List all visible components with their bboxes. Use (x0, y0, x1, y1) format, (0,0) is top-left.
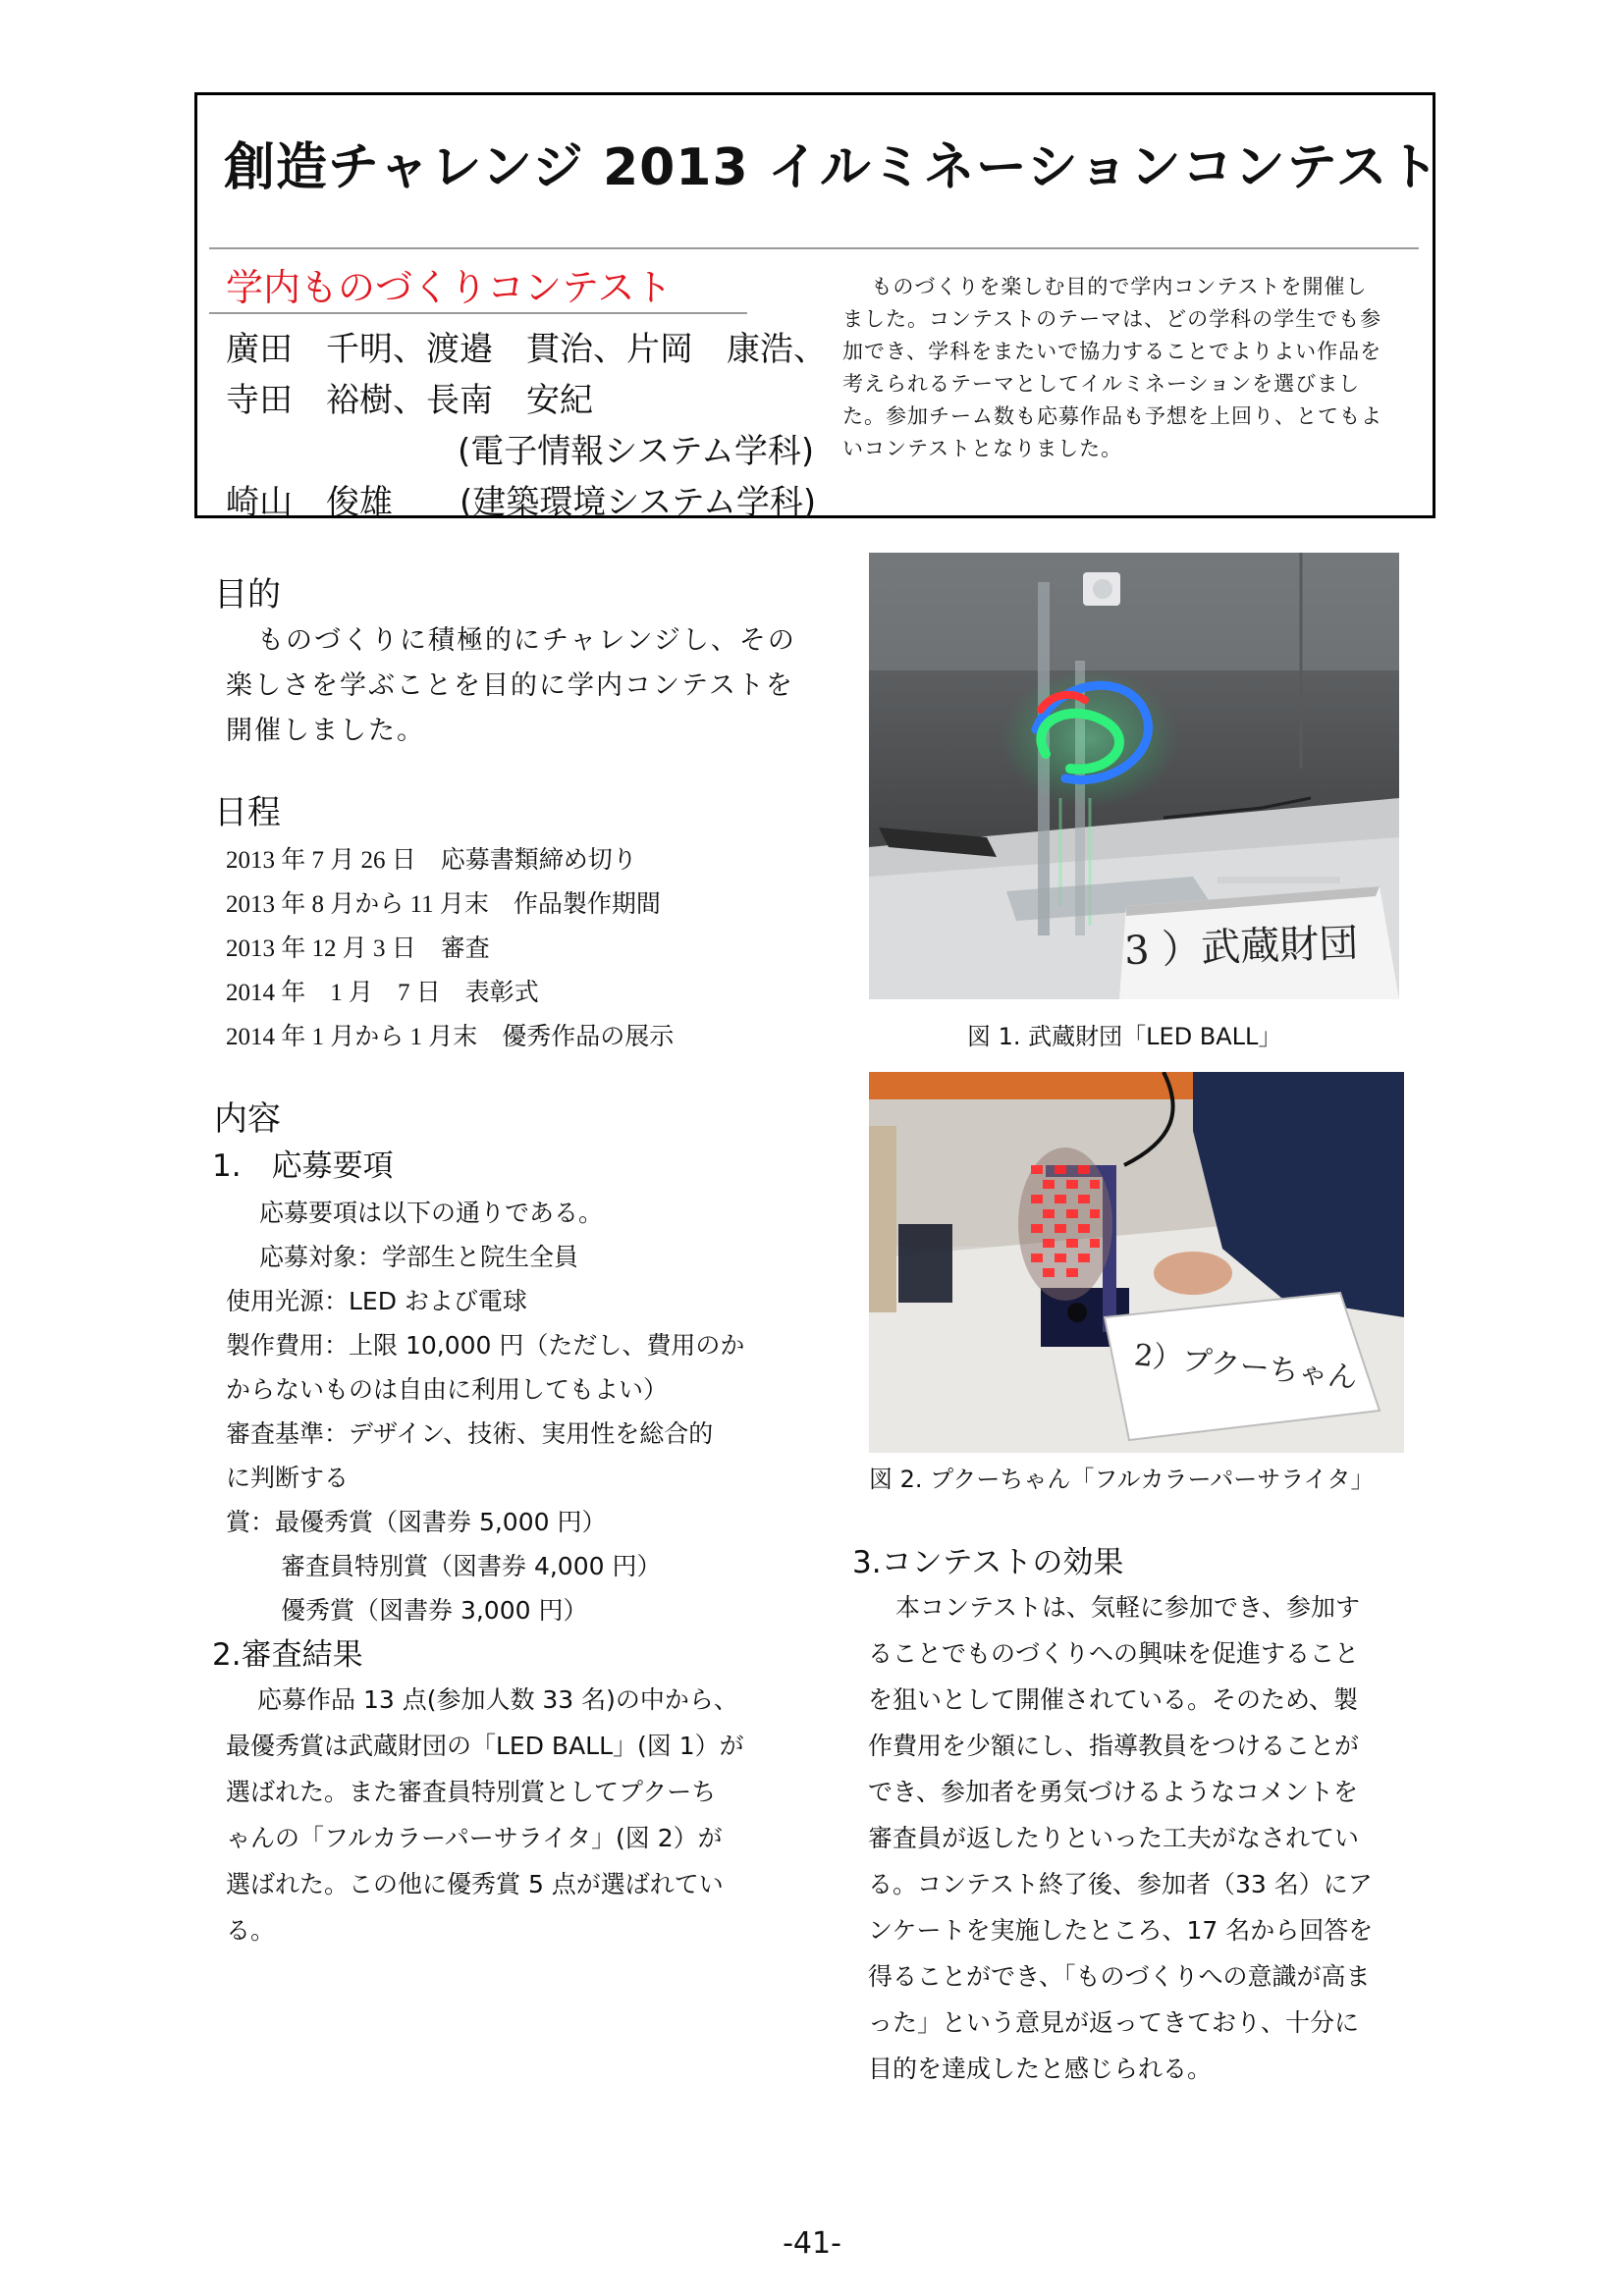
figure-1-photo (869, 553, 1399, 999)
prize-line: 優秀賞（図書券 3,000 円） (281, 1596, 588, 1625)
intro-paragraph (842, 271, 1402, 465)
effect-line: 目的を達成したと感じられる。 (868, 2055, 1213, 2083)
section-title: 3.コンテストの効果 (852, 1545, 1124, 1580)
intro-line: ました。コンテストのテーマは、どの学科の学生でも参 (842, 307, 1382, 331)
figure-2-caption: 図 2. プクーちゃん「フルカラーパーサライタ」 (869, 1466, 1375, 1493)
prize-line: 審査員特別賞（図書券 4,000 円） (281, 1552, 662, 1580)
schedule-line: 2013 年 8 月から 11 月末 作品製作期間 (226, 891, 661, 918)
result-line: 選ばれた。この他に優秀賞 5 点が選ばれてい (226, 1870, 724, 1898)
requirement-line: 応募要項は以下の通りである。 (259, 1199, 604, 1227)
section-title: 2.審査結果 (212, 1637, 363, 1673)
result-line: ゃんの「フルカラーパーサライタ」(図 2）が (226, 1824, 723, 1852)
figure-2-card-text: 2）プクーちゃん (1132, 1338, 1360, 1396)
section-title: 1. 応募要項 (212, 1148, 394, 1184)
page-number: -41- (783, 2226, 841, 2261)
title-divider (209, 247, 1419, 249)
author-line: 崎山 俊雄 (建築環境システム学科) (226, 483, 817, 522)
effect-line: ンケートを実施したところ、17 名から回答を (868, 1916, 1374, 1945)
subtitle: 学内ものづくりコンテスト (226, 266, 673, 309)
effect-line: でき、参加者を勇気づけるようなコメントを (868, 1778, 1359, 1806)
requirement-line: からないものは自由に利用してもよい） (226, 1375, 669, 1404)
content-heading: 内容 (214, 1099, 281, 1139)
intro-line: 考えられるテーマとしてイルミネーションを選びまし (842, 372, 1361, 396)
result-line: 最優秀賞は武蔵財団の「LED BALL」(図 1）が (226, 1732, 744, 1760)
led-grid (1018, 1148, 1112, 1301)
author-line: 廣田 千明、渡邉 貫治、片岡 康浩、 (226, 330, 827, 369)
author-line: 寺田 裕樹、長南 安紀 (226, 381, 593, 420)
effect-line: 本コンテストは、気軽に参加でき、参加す (895, 1593, 1361, 1622)
intro-line: いコンテストとなりました。 (842, 437, 1123, 460)
effect-line: 作費用を少額にし、指導教員をつけることが (868, 1732, 1360, 1760)
schedule-heading: 日程 (214, 793, 281, 832)
effect-line: った」という意見が返ってきており、十分に (868, 2008, 1360, 2037)
result-line: 応募作品 13 点(参加人数 33 名)の中から、 (257, 1685, 738, 1714)
requirement-line: 応募対象：学部生と院生全員 (259, 1243, 579, 1271)
prize-line: 賞：最優秀賞（図書券 5,000 円） (226, 1508, 607, 1536)
figure-1-caption: 図 1. 武蔵財団「LED BALL」 (967, 1023, 1282, 1050)
schedule-line: 2013 年 12 月 3 日 審査 (226, 935, 490, 962)
effect-line: 審査員が返したりといった工夫がなされてい (868, 1824, 1360, 1852)
purpose-line: 開催しました。 (226, 716, 425, 746)
schedule-line: 2013 年 7 月 26 日 応募書類締め切り (226, 847, 637, 874)
intro-line: ものづくりを楽しむ目的で学内コンテストを開催し (871, 275, 1368, 298)
purpose-line: 楽しさを学ぶことを目的に学内コンテストを (226, 670, 794, 701)
figure-1-card-text: 3 ）武蔵財団 (1123, 920, 1360, 975)
intro-line: 加でき、学科をまたいで協力することでよりよい作品を (842, 340, 1382, 363)
schedule-line: 2014 年 1 月から 1 月末 優秀作品の展示 (226, 1024, 675, 1050)
effect-line: 得ることができ、「ものづくりへの意識が高ま (868, 1962, 1371, 1991)
requirement-line: 製作費用：上限 10,000 円（ただし、費用のか (226, 1331, 745, 1360)
page-title: 創造チャレンジ 2013 イルミネーションコンテスト (224, 138, 1440, 197)
purpose-heading: 目的 (214, 575, 281, 614)
effect-line: ることでものづくりへの興味を促進すること (868, 1639, 1360, 1668)
effect-line: を狙いとして開催されている。そのため、製 (868, 1685, 1359, 1714)
figure-2-photo (869, 1072, 1404, 1453)
result-line: 選ばれた。また審査員特別賞としてプクーち (226, 1778, 717, 1806)
result-line: る。 (226, 1916, 276, 1945)
purpose-line: ものづくりに積極的にチャレンジし、その (257, 625, 796, 656)
requirement-line: 審査基準：デザイン、技術、実用性を総合的 (226, 1419, 714, 1448)
effect-line: る。コンテスト終了後、参加者（33 名）にア (868, 1870, 1373, 1898)
affiliation-line: (電子情報システム学科) (458, 432, 815, 471)
subtitle-divider (209, 312, 747, 314)
schedule-line: 2014 年 1 月 7 日 表彰式 (226, 980, 539, 1006)
requirement-line: に判断する (226, 1464, 350, 1492)
intro-line: た。参加チーム数も応募作品も予想を上回り、とてもよ (842, 404, 1382, 428)
requirement-line: 使用光源：LED および電球 (226, 1287, 527, 1315)
full-color-display-illustration (869, 1072, 1404, 1453)
